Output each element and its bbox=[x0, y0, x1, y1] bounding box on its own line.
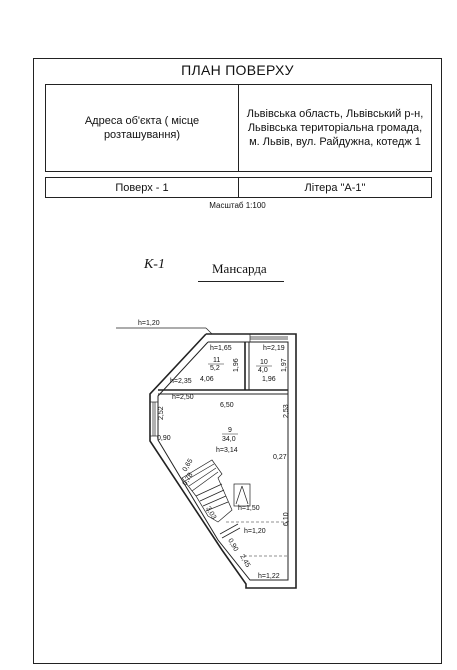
dim-303: 3,03 bbox=[204, 505, 218, 521]
dim-252-vertical: 2,52 bbox=[158, 406, 165, 420]
letter-label: Літера "А-1" bbox=[239, 178, 432, 198]
room-10-num: 10 bbox=[260, 359, 268, 366]
scale-label: Масштаб 1:100 bbox=[209, 201, 266, 210]
h-outer-label: h=1,20 bbox=[138, 320, 160, 327]
dim-196-vertical: 1,96 bbox=[233, 358, 240, 372]
h250-label: h=2,50 bbox=[172, 394, 194, 401]
room-9-area: 34,0 bbox=[222, 436, 236, 443]
dim-090: 0,90 bbox=[157, 435, 171, 442]
h235-label: h=2,35 bbox=[170, 378, 192, 385]
dim-027: 0,27 bbox=[273, 454, 287, 461]
h122-label: h=1,22 bbox=[258, 573, 280, 580]
address-label: Адреса об'єкта ( місце розташування) bbox=[46, 85, 239, 172]
floor-label: Поверх - 1 bbox=[46, 178, 239, 198]
dim-078: 0,78 bbox=[181, 471, 195, 487]
address-value: Львівська область, Львівський р-н, Львівська територіальна громада, м. Львів, вул. Райдужна, котедж 1 bbox=[239, 85, 432, 172]
room-10-area: 4,0 bbox=[258, 367, 268, 374]
dim-245: 2,45 bbox=[238, 553, 252, 569]
floor-name-label: Мансарда bbox=[212, 261, 267, 276]
dim-610-vertical: 6,10 bbox=[283, 512, 290, 526]
dim-197-vertical: 1,97 bbox=[281, 358, 288, 372]
h219-label: h=2,19 bbox=[263, 345, 285, 352]
h314-label: h=3,14 bbox=[216, 447, 238, 454]
dim-650: 6,50 bbox=[220, 402, 234, 409]
room-11-num: 11 bbox=[213, 357, 221, 364]
h120-label: h=1,20 bbox=[244, 528, 266, 535]
dim-196: 1,96 bbox=[262, 376, 276, 383]
chimney-symbol bbox=[234, 484, 250, 506]
h165-label: h=1,65 bbox=[210, 345, 232, 352]
dim-090b: 0,90 bbox=[226, 537, 240, 553]
k1-label: К-1 bbox=[144, 257, 165, 272]
dim-253-vertical: 2,53 bbox=[283, 404, 290, 418]
dim-406: 4,06 bbox=[200, 376, 214, 383]
room-9-num: 9 bbox=[228, 427, 232, 434]
page-title: ПЛАН ПОВЕРХУ bbox=[181, 62, 294, 78]
h150-label: h=1,50 bbox=[238, 505, 260, 512]
outer-wall bbox=[150, 334, 296, 588]
dim-065: 0,65 bbox=[181, 457, 195, 473]
room-11-area: 5,2 bbox=[210, 365, 220, 372]
